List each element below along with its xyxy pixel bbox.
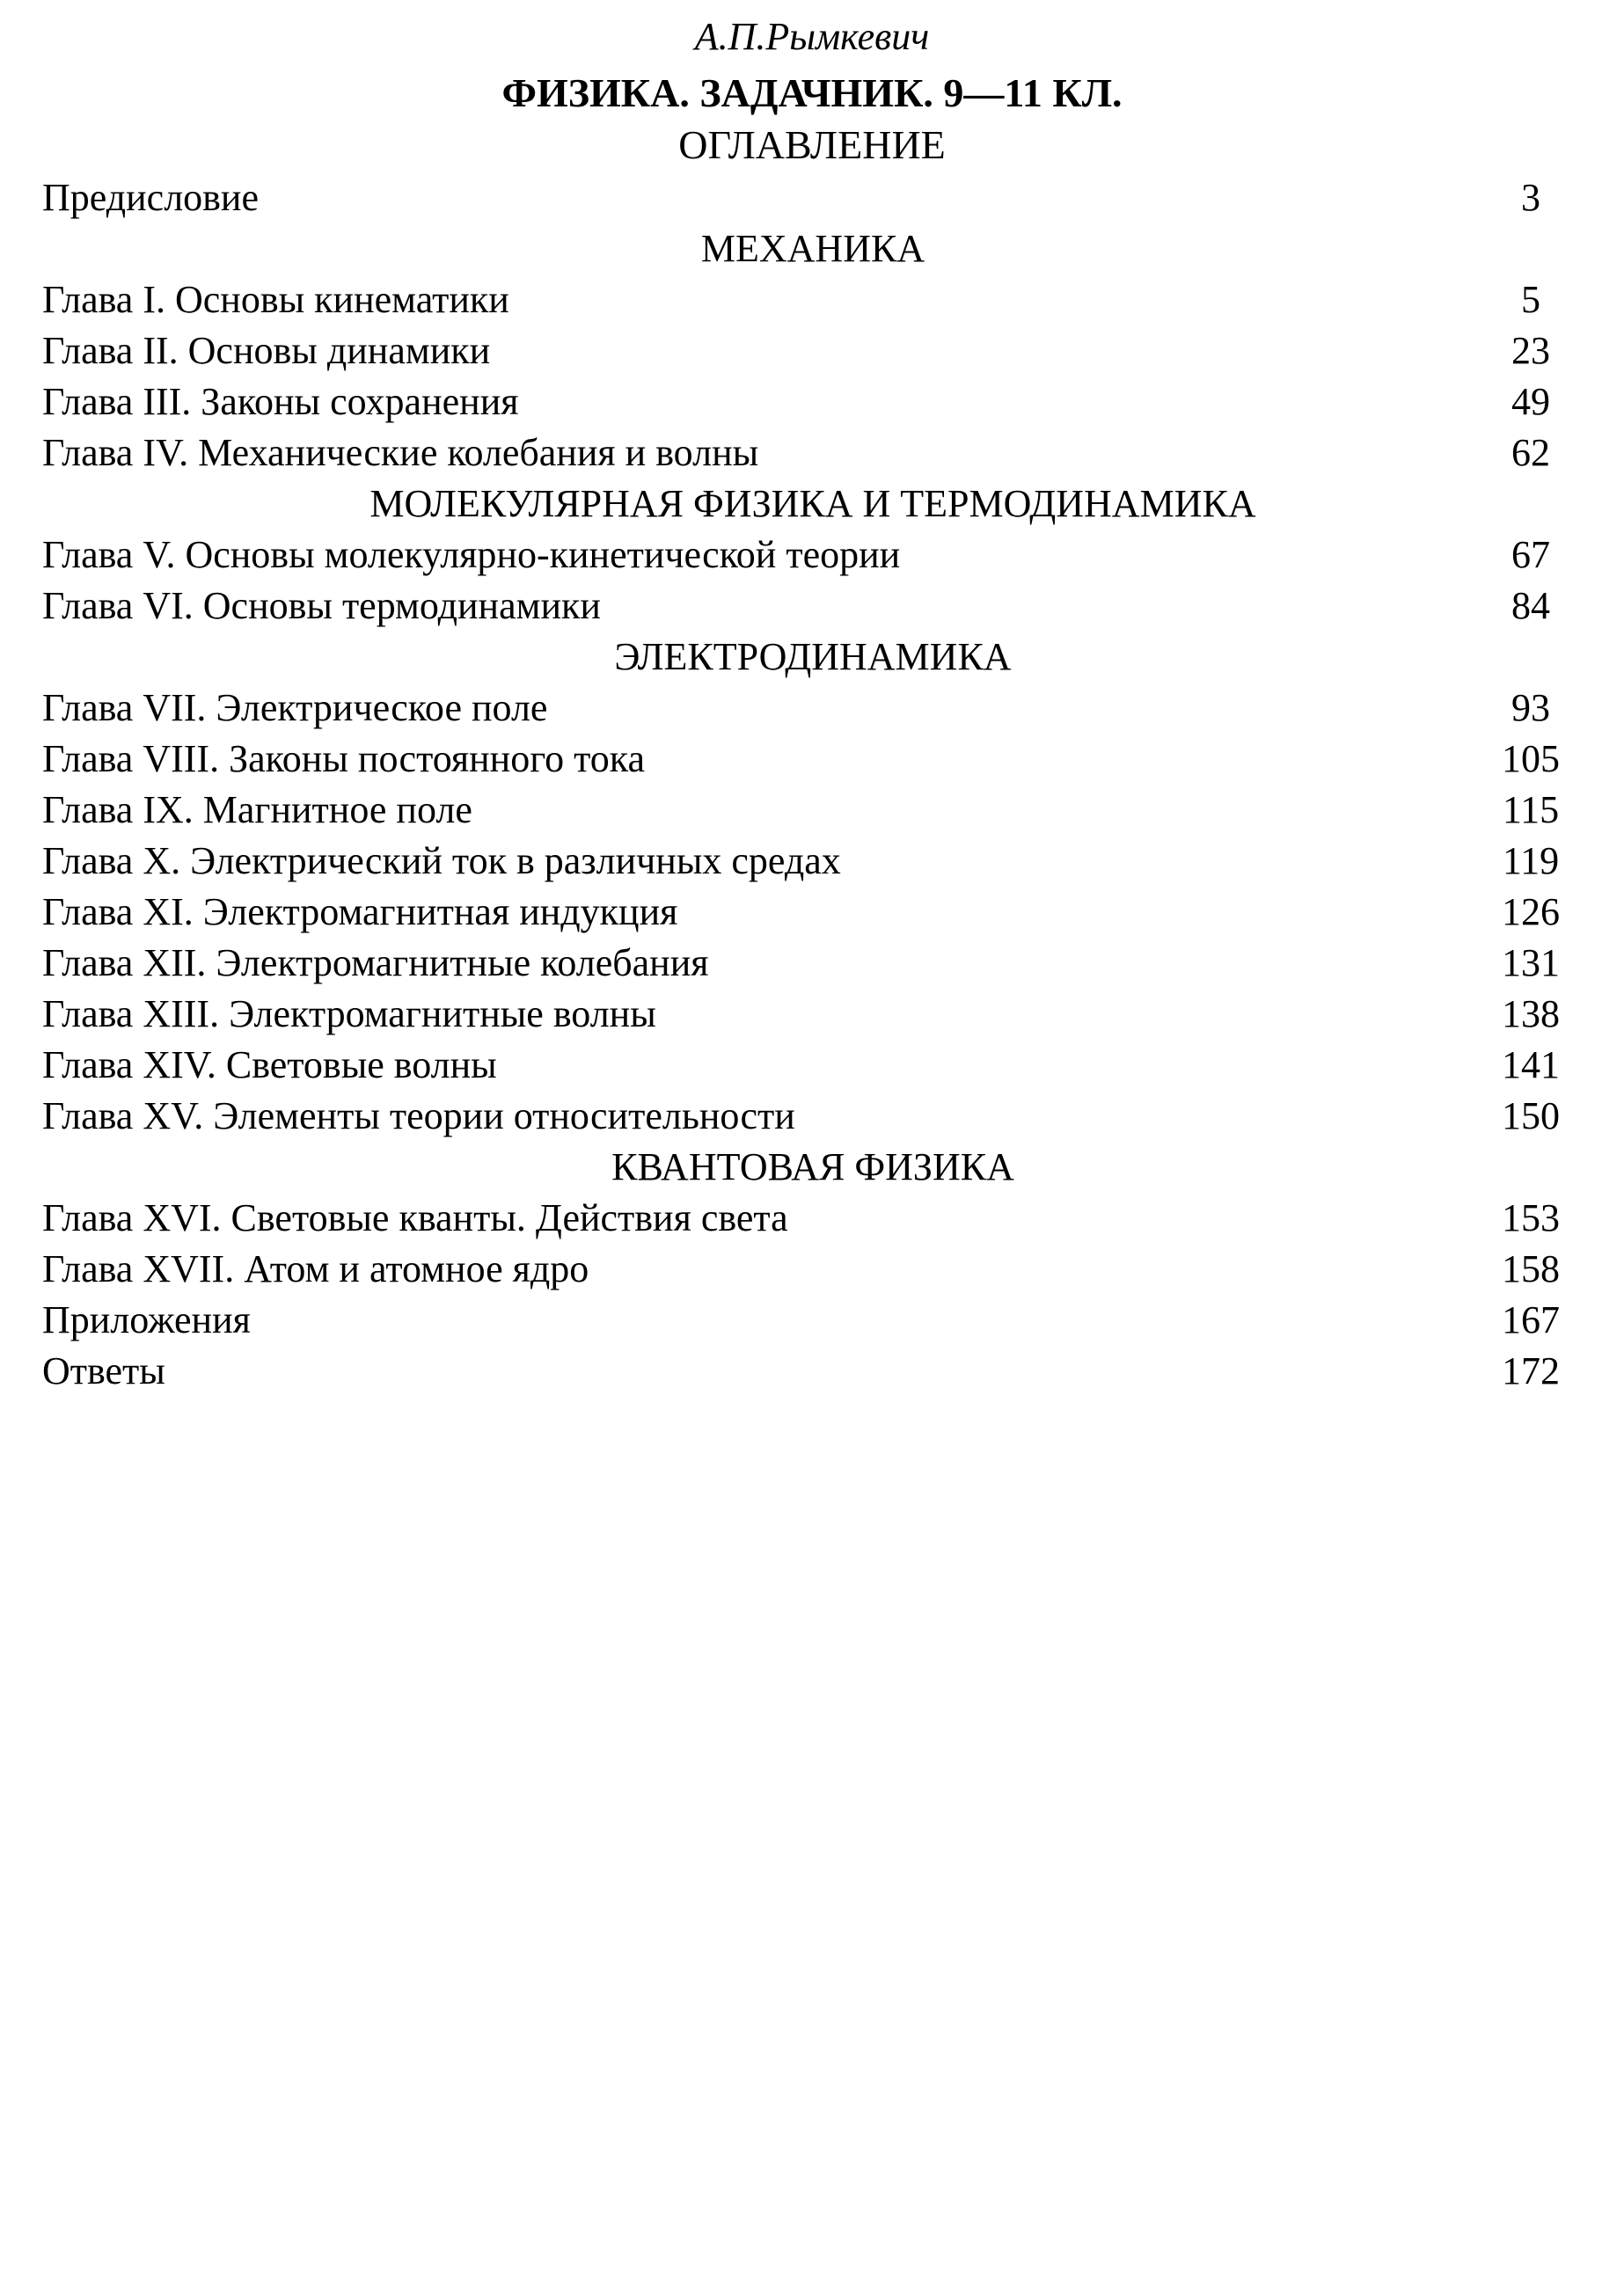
toc-entry-page-number: 5 <box>1521 278 1540 321</box>
toc-entry <box>42 325 1584 376</box>
toc-entry-title: Глава IV. Механические колебания и волны <box>42 431 759 474</box>
section-title: КВАНТОВАЯ ФИЗИКА <box>611 1145 1014 1188</box>
toc-entry-page-number: 141 <box>1502 1043 1560 1086</box>
section-title: МЕХАНИКА <box>700 227 925 270</box>
toc-entry-title: Глава XIV. Световые волны <box>42 1043 497 1086</box>
toc-section-heading <box>42 479 1584 530</box>
toc-entry-page-number: 49 <box>1511 380 1550 423</box>
toc-entry <box>42 1040 1584 1091</box>
toc-heading: ОГЛАВЛЕНИЕ <box>678 122 946 167</box>
toc-entry <box>42 1346 1584 1397</box>
toc-entry-page-number: 158 <box>1502 1247 1560 1290</box>
table-of-contents <box>42 172 1584 1397</box>
toc-entry-page-number: 131 <box>1502 941 1560 984</box>
toc-entry-title: Глава IX. Магнитное поле <box>42 788 472 831</box>
toc-entry <box>42 989 1584 1040</box>
toc-entry-title: Приложения <box>42 1298 251 1341</box>
toc-entry <box>42 581 1584 632</box>
toc-entry-page-number: 67 <box>1511 533 1550 576</box>
toc-entry <box>42 1244 1584 1295</box>
toc-entry-title: Глава XVII. Атом и атомное ядро <box>42 1247 589 1290</box>
toc-entry-page-number: 3 <box>1521 176 1540 219</box>
author-name: А.П.Рымкевич <box>694 15 930 58</box>
toc-entry-title: Глава XIII. Электромагнитные волны <box>42 992 656 1035</box>
toc-entry-page-number: 62 <box>1511 431 1550 474</box>
toc-entry-page-number: 23 <box>1511 329 1550 372</box>
toc-entry-title: Глава X. Электрический ток в различных средах <box>42 839 841 882</box>
toc-entry <box>42 172 1584 223</box>
toc-entry-title: Глава XI. Электромагнитная индукция <box>42 890 678 933</box>
toc-entry <box>42 1295 1584 1346</box>
toc-entry-title: Глава XV. Элементы теории относительности <box>42 1094 795 1137</box>
toc-entry-title: Глава XII. Электромагнитные колебания <box>42 941 709 984</box>
toc-entry-page-number: 126 <box>1502 890 1560 933</box>
toc-entry <box>42 836 1584 887</box>
toc-entry-page-number: 115 <box>1502 788 1560 831</box>
toc-entry <box>42 530 1584 581</box>
toc-entry-title: Глава I. Основы кинематики <box>42 278 509 321</box>
toc-entry-title: Глава VIII. Законы постоянного тока <box>42 737 646 780</box>
toc-entry-page-number: 119 <box>1502 839 1560 882</box>
toc-entry <box>42 734 1584 785</box>
toc-section-heading <box>42 632 1584 683</box>
toc-entry-title: Предисловие <box>42 176 259 219</box>
toc-entry-title: Глава VI. Основы термодинамики <box>42 584 601 627</box>
toc-entry <box>42 938 1584 989</box>
toc-entry-page-number: 105 <box>1502 737 1560 780</box>
toc-entry <box>42 376 1584 428</box>
toc-entry <box>42 683 1584 734</box>
toc-entry <box>42 1091 1584 1142</box>
toc-entry-page-number: 93 <box>1511 686 1550 729</box>
toc-entry-title: Глава III. Законы сохранения <box>42 380 519 423</box>
toc-entry <box>42 785 1584 836</box>
toc-entry-page-number: 172 <box>1502 1349 1560 1392</box>
toc-entry-page-number: 167 <box>1502 1298 1560 1341</box>
toc-entry <box>42 1193 1584 1244</box>
toc-entry-page-number: 138 <box>1502 992 1560 1035</box>
book-title: ФИЗИКА. ЗАДАЧНИК. 9—11 КЛ. <box>501 70 1123 115</box>
section-title: МОЛЕКУЛЯРНАЯ ФИЗИКА И ТЕРМОДИНАМИКА <box>369 482 1256 525</box>
toc-entry-page-number: 150 <box>1502 1094 1560 1137</box>
toc-section-heading <box>42 1142 1584 1193</box>
section-title: ЭЛЕКТРОДИНАМИКА <box>614 635 1012 678</box>
toc-entry-page-number: 84 <box>1511 584 1550 627</box>
toc-entry-title: Глава V. Основы молекулярно-кинетической теории <box>42 533 901 576</box>
toc-entry-title: Глава XVI. Световые кванты. Действия света <box>42 1196 788 1239</box>
toc-entry-title: Глава II. Основы динамики <box>42 329 491 372</box>
toc-entry <box>42 428 1584 479</box>
toc-section-heading <box>42 223 1584 274</box>
toc-entry <box>42 274 1584 325</box>
toc-entry-title: Глава VII. Электрическое поле <box>42 686 548 729</box>
toc-entry <box>42 887 1584 938</box>
toc-entry-page-number: 153 <box>1502 1196 1560 1239</box>
toc-entry-title: Ответы <box>42 1349 165 1392</box>
